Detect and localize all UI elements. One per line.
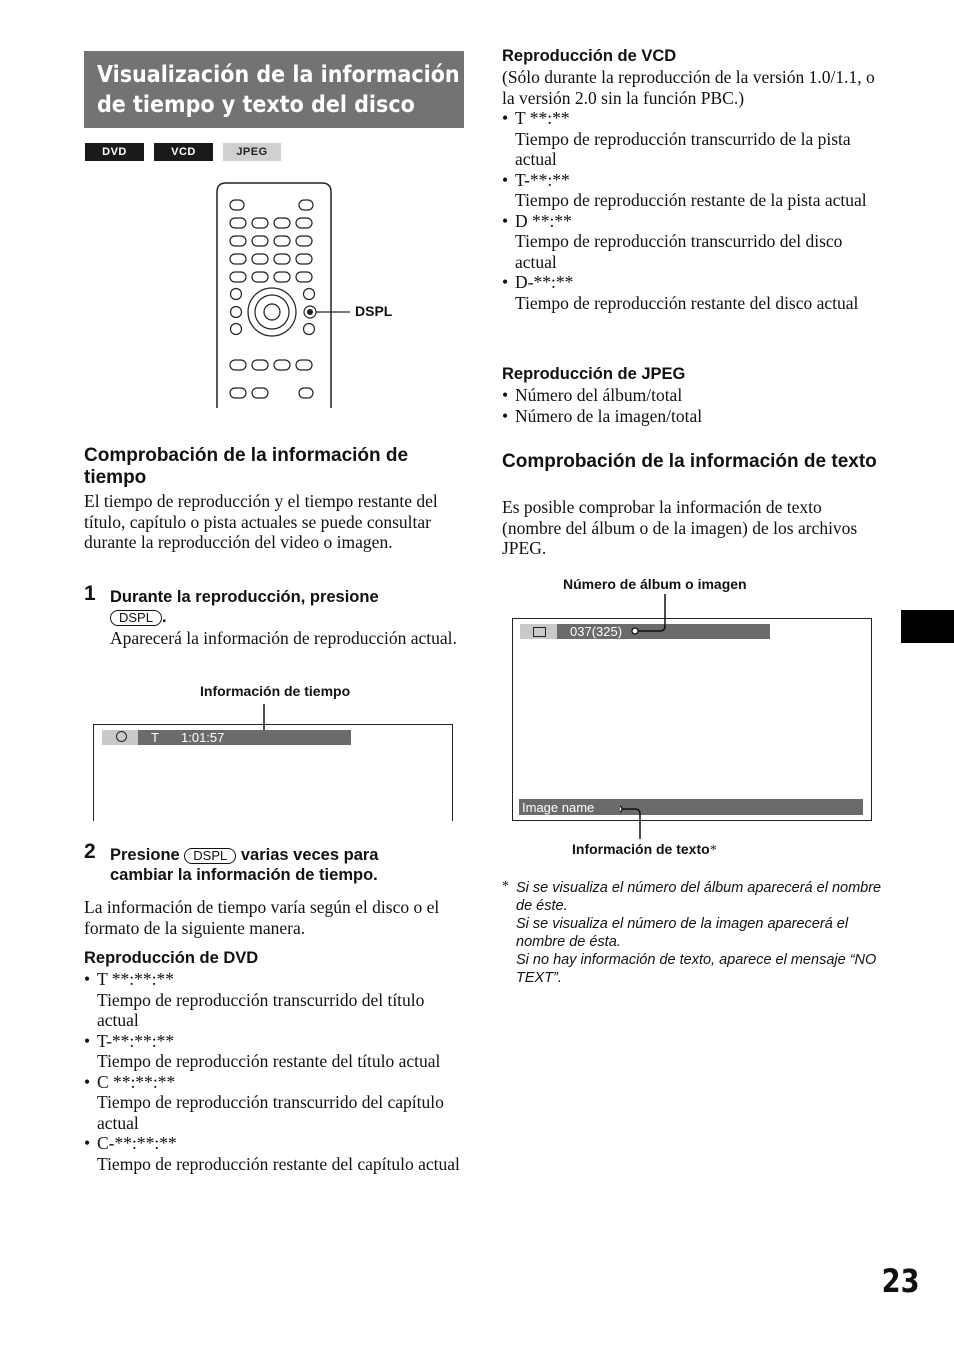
list-item: • T-**:**:** Tiempo de reproducción restante del título actual [84,1031,469,1072]
time-section-heading: Comprobación de la información de tiempo [84,445,409,488]
text-screen [512,618,872,821]
footnote-text: Si se visualiza el número del álbum aparecerá el nombre de éste. Si se visualiza el número de la imagen aparecerá el nombre de ésta. Si no hay información de texto, aparece el mensaje “NO TEXT”. [516,880,882,986]
time-section-intro: El tiempo de reproducción y el tiempo restante del título, capítulo o pista actuales se puede consultar durante la reproducción del video o imagen. [84,491,438,552]
vcd-badge: VCD [154,143,213,161]
step2-number: 2 [84,840,96,863]
remote-control-illustration [210,178,410,410]
list-item: • Número de la imagen/total [502,406,882,427]
clock-icon [116,731,127,742]
list-item: • C-**:**:** Tiempo de reproducción restante del capítulo actual [84,1133,469,1174]
jpeg-info-list [502,385,882,426]
image-icon [533,627,546,637]
album-number-value: 037(325) [570,624,623,639]
step1-text: Durante la reproducción, presione DSPL . [110,588,379,626]
jpeg-heading: Reproducción de JPEG [502,365,686,383]
time-value: 1:01:57 [181,730,225,745]
album-number-callout: Número de álbum o imagen [563,576,747,592]
page-title-box [84,51,464,128]
image-name-value: Image name [522,800,595,815]
step2-text: Presione DSPL varias veces para cambiar la información de tiempo. [110,846,379,884]
time-info-callout: Información de tiempo [200,683,351,699]
step1-number: 1 [84,582,96,605]
list-item: • D-**:** Tiempo de reproducción restante del disco actual [502,272,882,313]
dvd-time-list [84,969,469,1174]
step1-description: Aparecerá la información de reproducción actual. [110,628,457,648]
dspl-button-label-2: DSPL [184,848,236,864]
text-section-heading: Comprobación de la información de texto [502,451,877,472]
step2-description: La información de tiempo varía según el disco o el formato de la siguiente manera. [84,897,440,938]
dspl-callout: DSPL [355,303,393,319]
list-item: • T **:**:** Tiempo de reproducción transcurrido del título actual [84,969,469,1031]
footnote-mark: * [502,879,509,894]
text-info-callout: Información de texto* [572,841,717,858]
vcd-intro: (Sólo durante la reproducción de la versión 1.0/1.1, o la versión 2.0 sin la función PBC.) [502,67,875,108]
text-section-intro: Es posible comprobar la información de texto (nombre del álbum o de la imagen) de los archivos JPEG. [502,497,858,558]
dvd-heading: Reproducción de DVD [84,949,259,967]
vcd-heading: Reproducción de VCD [502,47,677,65]
list-item: • T-**:** Tiempo de reproducción restante de la pista actual [502,170,882,211]
jpeg-badge: JPEG [223,143,281,161]
dvd-badge: DVD [85,143,144,161]
list-item: • D **:** Tiempo de reproducción transcurrido del disco actual [502,211,882,273]
list-item: • Número del álbum/total [502,385,882,406]
section-tab-marker [901,610,954,643]
time-mode: T [151,730,159,745]
text-callout-lines [620,592,680,842]
dspl-button-label: DSPL [110,610,162,626]
list-item: • T **:** Tiempo de reproducción transcurrido de la pista actual [502,108,882,170]
page-title: Visualización de la información de tiempo y texto del disco [97,60,460,118]
vcd-time-list [502,108,882,313]
page-number: 23 [882,1262,920,1300]
time-display-bar [102,730,351,745]
list-item: • C **:**:** Tiempo de reproducción transcurrido del capítulo actual [84,1072,469,1134]
image-name-bar [519,799,863,815]
